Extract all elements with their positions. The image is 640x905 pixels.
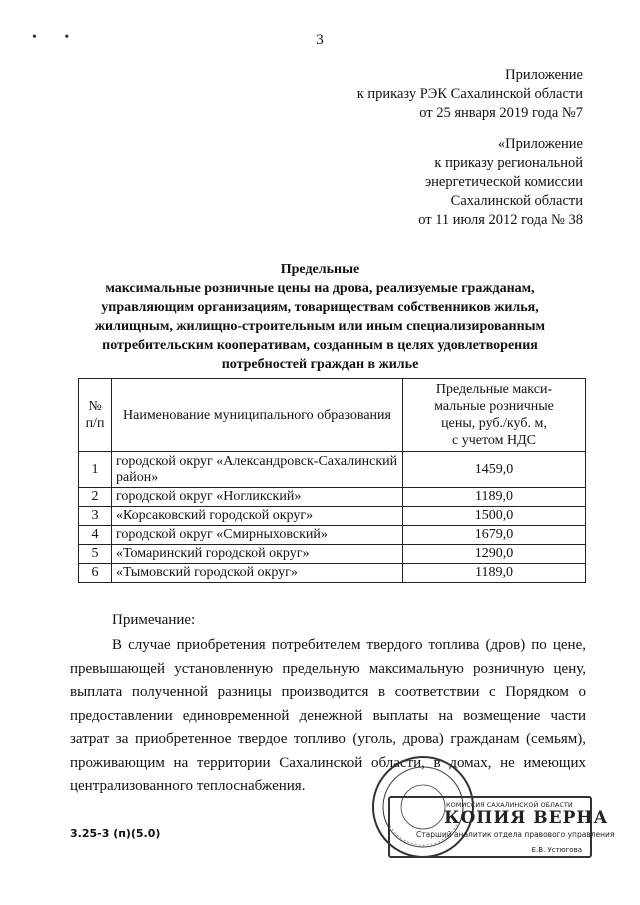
table-row (79, 526, 586, 545)
row-municipality: «Томаринский городской округ» (112, 545, 403, 564)
stamp-box (388, 796, 615, 858)
header-price-line3: цены, руб./куб. м, (441, 416, 547, 431)
table-row (79, 488, 586, 507)
page-number: 3 (316, 32, 324, 48)
header-number (79, 379, 112, 452)
row-number: 6 (79, 564, 112, 583)
appendix-original-block (418, 135, 583, 230)
row-municipality: городской округ «Смирныховский» (112, 526, 403, 545)
header-price-line2: мальные розничные (434, 399, 554, 414)
table-row (79, 545, 586, 564)
row-price: 1679,0 (403, 526, 586, 545)
stamp-signatory: Е.В. Устюгова (531, 846, 582, 854)
row-price: 1500,0 (403, 507, 586, 526)
row-price: 1189,0 (403, 564, 586, 583)
corner-dots: • • (32, 30, 82, 45)
row-price: 1189,0 (403, 488, 586, 507)
row-number: 4 (79, 526, 112, 545)
row-number: 5 (79, 545, 112, 564)
title-line3: управляющим организациям, товариществам собственников жилья, (101, 300, 539, 315)
appendix-current-block (357, 66, 583, 123)
appendix-current-line3: от 25 января 2019 года №7 (419, 105, 583, 121)
title-line4: жилищным, жилищно-строительным или иным специализированным (94, 319, 546, 334)
table-row (79, 452, 586, 488)
price-table (78, 378, 586, 583)
appendix-original-line1: «Приложение (497, 136, 583, 152)
appendix-original-line3: энергетической комиссии (424, 174, 583, 190)
appendix-current-line2: к приказу РЭК Сахалинской области (356, 86, 583, 102)
certified-copy-stamp (370, 752, 615, 867)
title-line2: максимальные розничные цены на дрова, реализуемые гражданам, (105, 281, 535, 296)
footer-code: 3.25-3 (п)(5.0) (70, 827, 161, 840)
table-header-row (79, 379, 586, 452)
header-price (403, 379, 586, 452)
appendix-current-line1: Приложение (505, 67, 583, 83)
row-municipality: городской округ «Александровск-Сахалинский район» (112, 452, 403, 488)
row-price: 1290,0 (403, 545, 586, 564)
appendix-original-line2: к приказу региональной (434, 155, 583, 171)
appendix-original-line4: Сахалинской области (450, 193, 583, 209)
table-row (79, 507, 586, 526)
title-line5: потребительским кооперативам, созданным в целях удовлетворения (102, 338, 538, 353)
title-line6: потребностей граждан в жилье (221, 357, 419, 372)
title-line1: Предельные (280, 262, 360, 277)
row-number: 2 (79, 488, 112, 507)
header-price-line1: Предельные макси- (435, 382, 553, 397)
row-municipality: «Тымовский городской округ» (112, 564, 403, 583)
note-label: Примечание: (112, 612, 196, 628)
row-number: 3 (79, 507, 112, 526)
table-row (79, 564, 586, 583)
header-price-line4: с учетом НДС (452, 433, 536, 448)
row-number: 1 (79, 452, 112, 488)
header-number-line1: № (88, 399, 102, 414)
stamp-position: Старший аналитик отдела правового управления (416, 830, 615, 839)
document-title (70, 260, 570, 374)
row-price: 1459,0 (403, 452, 586, 488)
appendix-original-line5: от 11 июля 2012 года № 38 (418, 212, 583, 228)
header-number-line2: п/п (85, 416, 105, 431)
row-municipality: городской округ «Ногликский» (112, 488, 403, 507)
header-municipality: Наименование муниципального образования (112, 379, 403, 452)
row-municipality: «Корсаковский городской округ» (112, 507, 403, 526)
stamp-certified: КОПИЯ ВЕРНА (444, 808, 609, 828)
note-text: В случае приобретения потребителем твердого топлива (дров) по цене, превышающей установленную предельную максимальную розничную цену, выплата полученной разницы производится в соответствии с Порядком о предоставлении единовременной денежной выплаты на возмещение части затрат за приобретенное твердое топливо (уголь, дрова) гражданам (семьям), проживающим на территории Сахалинской области, в домах, не имеющих централизованного теплоснабжения. (70, 637, 586, 794)
stamp-organization: КОМИССИЯ САХАЛИНСКОЙ ОБЛАСТИ (446, 801, 573, 809)
